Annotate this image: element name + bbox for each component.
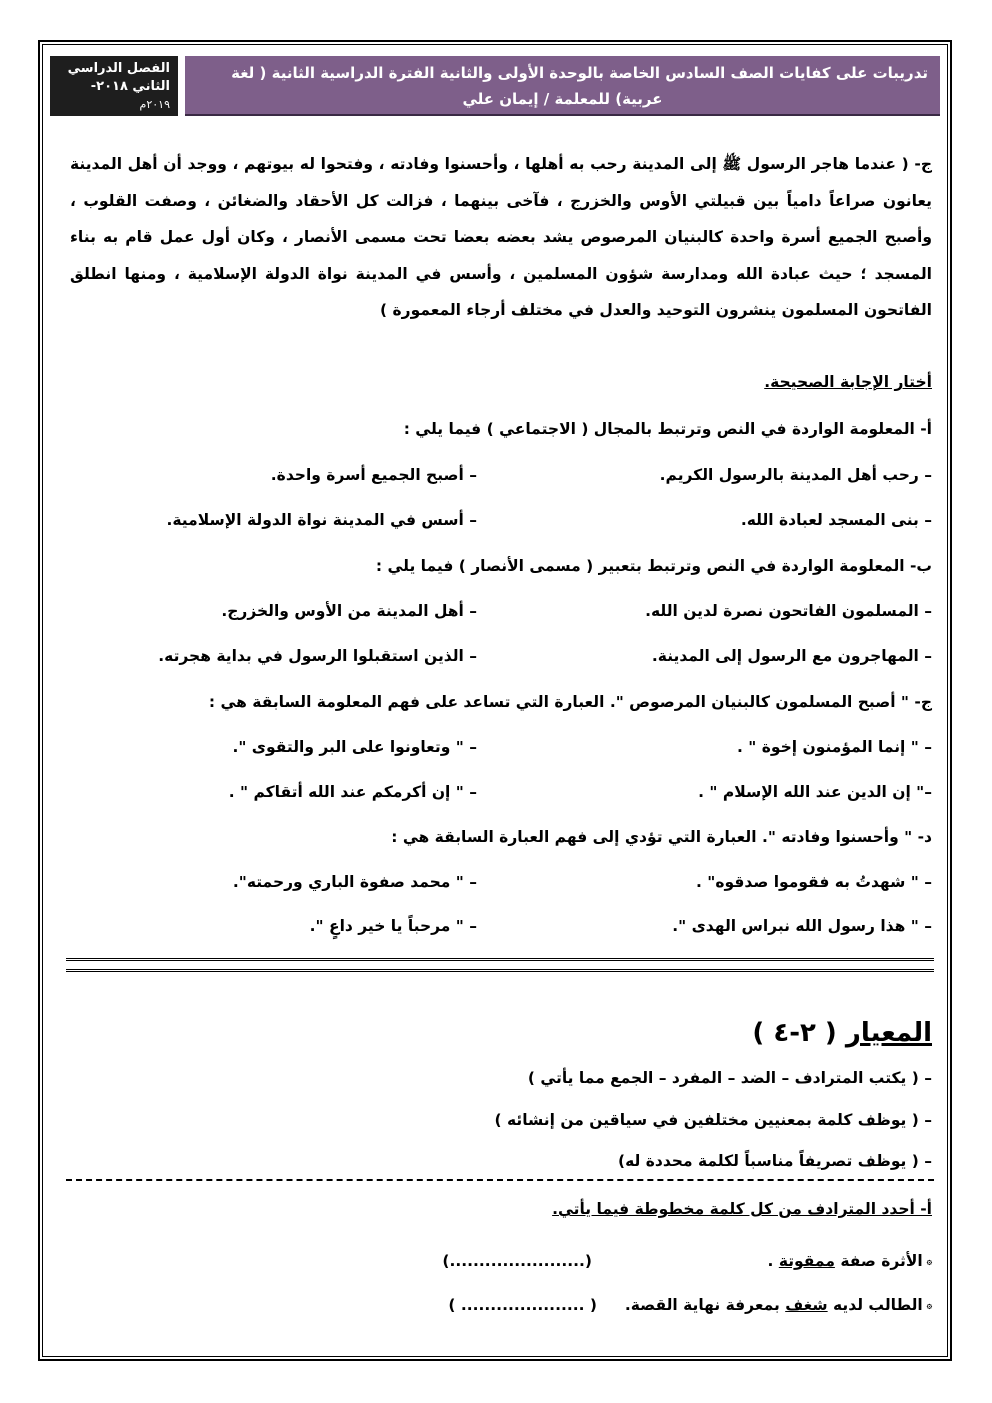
- option[interactable]: – المهاجرون مع الرسول إلى المدينة.: [651, 647, 932, 665]
- item-text: الطالب لديه: [827, 1296, 923, 1314]
- option[interactable]: – أسس في المدينة نواة الدولة الإسلامية.: [166, 511, 477, 529]
- underlined-word: شغف: [785, 1296, 828, 1314]
- item-text: بمعرفة نهاية القصة.: [624, 1296, 786, 1314]
- term-line1: الفصل الدراسي: [67, 61, 170, 76]
- option[interactable]: – " إنما المؤمنون إخوة " .: [737, 738, 932, 756]
- option[interactable]: –" إن الدين عند الله الإسلام " .: [698, 783, 932, 801]
- option[interactable]: – " محمد صفوة الباري ورحمته".: [232, 873, 477, 891]
- task-heading: [70, 1200, 932, 1218]
- section-divider-dashed: [66, 1179, 934, 1181]
- option[interactable]: – أهل المدينة من الأوس والخزرج.: [221, 602, 477, 620]
- option[interactable]: – " إن أكرمكم عند الله أتقاكم " .: [228, 783, 477, 801]
- item-text: الأثرة صفة: [834, 1252, 923, 1270]
- criteria-item: – ( يكتب المترادف – الضد – المفرد – الجمع مما يأتي ): [527, 1069, 932, 1087]
- option[interactable]: – رحب أهل المدينة بالرسول الكريم.: [659, 466, 932, 484]
- item-text: .: [767, 1252, 779, 1270]
- term-line3: ٢٠١٩م: [139, 98, 170, 111]
- option[interactable]: – الذين استقبلوا الرسول في بداية هجرته.: [158, 647, 477, 665]
- question-b-stem: ب- المعلومة الواردة في النص وترتبط بتعبير ( مسمى الأنصار ) فيما يلي :: [375, 557, 932, 575]
- option[interactable]: – " وتعاونوا على البر والتقوى ".: [232, 738, 477, 756]
- section-divider-double: [66, 958, 934, 972]
- header-banner: [185, 56, 940, 116]
- option[interactable]: – أصبح الجميع أسرة واحدة.: [270, 466, 477, 484]
- criteria-item: – ( يوظف تصريفاً مناسباً لكلمة محددة له): [618, 1152, 932, 1170]
- option[interactable]: – " مرحباً يا خير داعٍ ".: [309, 917, 477, 935]
- header-title-line2: عربية) للمعلمة / إيمان علي: [462, 90, 663, 108]
- option[interactable]: – " هذا رسول الله نبراس الهدى ".: [672, 917, 932, 935]
- answer-blank[interactable]: (.......................): [442, 1252, 592, 1270]
- term-box: [50, 56, 178, 116]
- task-title: أ- أحدد المترادف من كل كلمة مخطوطة فيما يأتي.: [552, 1200, 932, 1218]
- question-c-stem: ج- " أصبح المسلمون كالبنيان المرصوص ". العبارة التي تساعد على فهم المعلومة السابقة هي :: [208, 693, 932, 711]
- bullet-icon: ۞: [926, 1256, 932, 1267]
- option[interactable]: – المسلمون الفاتحون نصرة لدين الله.: [645, 602, 932, 620]
- bullet-icon: ۞: [926, 1300, 932, 1311]
- option[interactable]: – بنى المسجد لعبادة الله.: [740, 511, 932, 529]
- header-title-line1: تدريبات على كفايات الصف السادس الخاصة بالوحدة الأولى والثانية الفترة الدراسية الثانية ( لغة: [231, 64, 928, 82]
- instruction-text: أختار الإجابة الصحيحة.: [764, 373, 932, 391]
- criterion-heading: [752, 1018, 932, 1048]
- criterion-code: ( ٢-٤ ): [752, 1018, 837, 1048]
- option[interactable]: – " شهدتُ به فقوموا صدقوه" .: [696, 873, 932, 891]
- term-line2: الثاني ٢٠١٨-: [90, 79, 170, 94]
- question-a-stem: أ- المعلومة الواردة في النص وترتبط بالمجال ( الاجتماعي ) فيما يلي :: [403, 420, 932, 438]
- underlined-word: ممقوتة: [778, 1252, 835, 1270]
- reading-passage: ج- ( عندما هاجر الرسول ﷺ إلى المدينة رحب به أهلها ، وأحسنوا وفادته ، وفتحوا له بيوتهم ، ووجد أن أهل المدينة يعانون صراعاً دامياً بين قبيلتي الأوس والخزرج ، فآخى بينهما ، فزالت كل الأحقاد والضغائن ، وصفت القلوب ، وأصبح الجميع أسرة واحدة كالبنيان المرصوص يشد بعضه بعضا تحت مسمى الأنصار ، وكان أول عمل قام به بناء المسجد ؛ حيث عبادة الله ومدارسة شؤون المسلمين ، وأسس في المدينة نواة الدولة الإسلامية ، ومنها انطلق الفاتحون المسلمون ينشرون التوحيد والعدل في مختلف أرجاء المعمورة ): [70, 155, 932, 319]
- question-d-stem: د- " وأحسنوا وفادته ". العبارة التي تؤدي إلى فهم العبارة السابقة هي :: [391, 828, 932, 846]
- instruction-heading: [70, 373, 932, 391]
- answer-blank[interactable]: ( ..................... ): [448, 1296, 597, 1314]
- criteria-item: – ( يوظف كلمة بمعنيين مختلفين في سياقين من إنشائه ): [494, 1111, 932, 1129]
- criterion-word: المعيار: [845, 1018, 932, 1048]
